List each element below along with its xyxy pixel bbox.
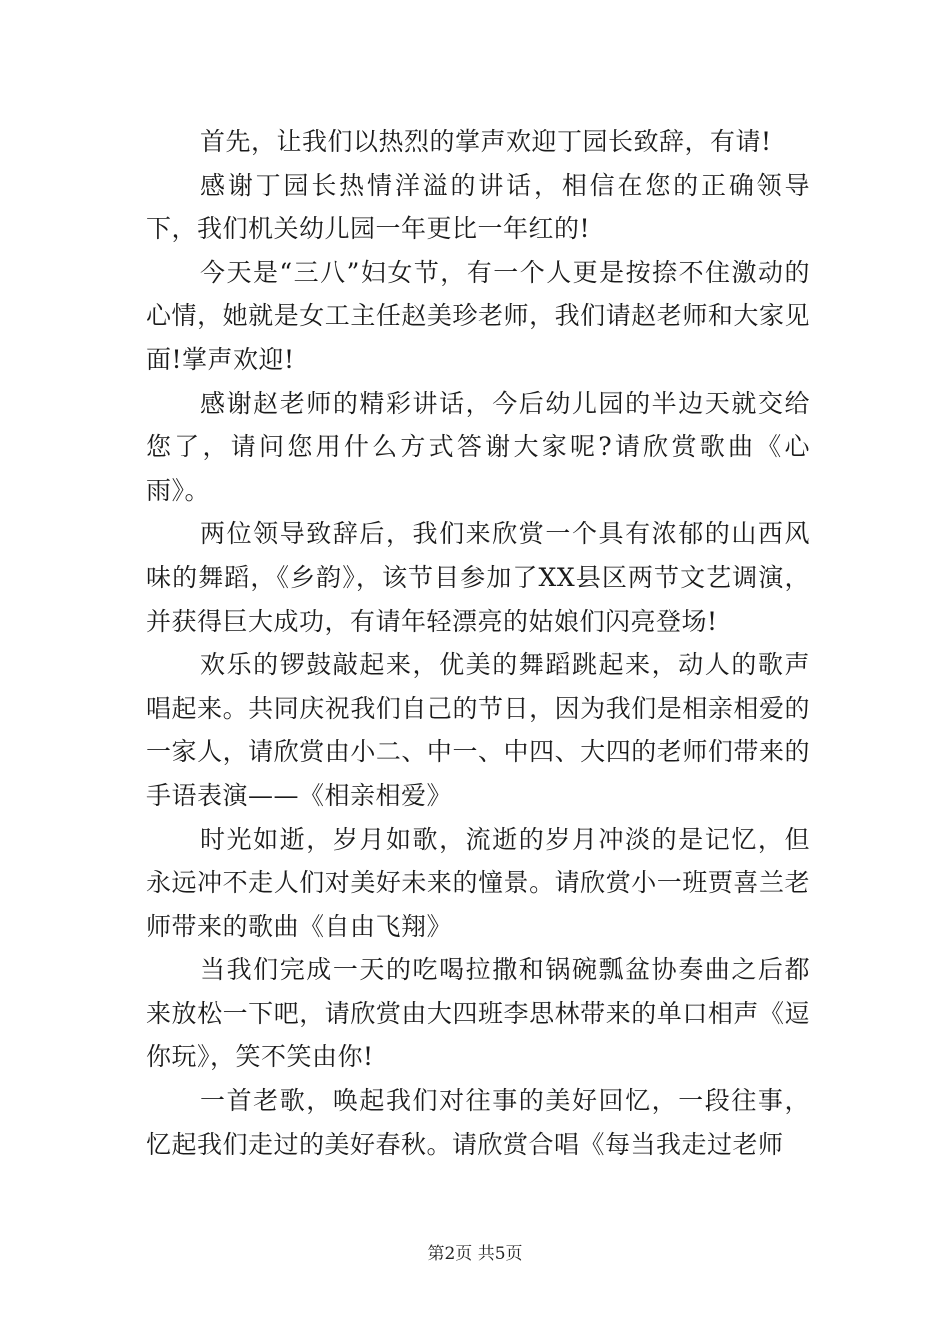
paragraph: 两位领导致辞后，我们来欣赏一个具有浓郁的山西风味的舞蹈，《乡韵》，该节目参加了XX县区两节文艺调演，并获得巨大成功，有请年轻漂亮的姑娘们闪亮登场!: [146, 519, 810, 636]
paragraph: 今天是“三八”妇女节，有一个人更是按捺不住激动的心情，她就是女工主任赵美珍老师，我们请赵老师和大家见面!掌声欢迎!: [146, 257, 810, 374]
page-number-footer: 第2页 共5页: [427, 1244, 523, 1264]
paragraph: 欢乐的锣鼓敲起来，优美的舞蹈跳起来，动人的歌声唱起来。共同庆祝我们自己的节日，因为我们是相亲相爱的一家人，请欣赏由小二、中一、中四、大四的老师们带来的手语表演——《相亲相爱》: [146, 650, 810, 810]
paragraph: 首先，让我们以热烈的掌声欢迎丁园长致辞，有请!: [200, 127, 772, 156]
paragraph: 感谢赵老师的精彩讲话，今后幼儿园的半边天就交给您了，请问您用什么方式答谢大家呢?请欣赏歌曲《心雨》。: [146, 388, 810, 505]
paragraph: 当我们完成一天的吃喝拉撒和锅碗瓢盆协奏曲之后都来放松一下吧，请欣赏由大四班李思林带来的单口相声《逗你玩》，笑不笑由你!: [146, 955, 810, 1072]
paragraph: 时光如逝，岁月如歌，流逝的岁月冲淡的是记忆，但永远冲不走人们对美好未来的憧景。请欣赏小一班贾喜兰老师带来的歌曲《自由飞翔》: [146, 824, 810, 941]
document-body: [146, 120, 810, 1166]
paragraph: 一首老歌，唤起我们对往事的美好回忆，一段往事，忆起我们走过的美好春秋。请欣赏合唱《每当我走过老师: [146, 1086, 810, 1159]
paragraph: 感谢丁园长热情洋溢的讲话，相信在您的正确领导下，我们机关幼儿园一年更比一年红的!: [146, 170, 810, 244]
